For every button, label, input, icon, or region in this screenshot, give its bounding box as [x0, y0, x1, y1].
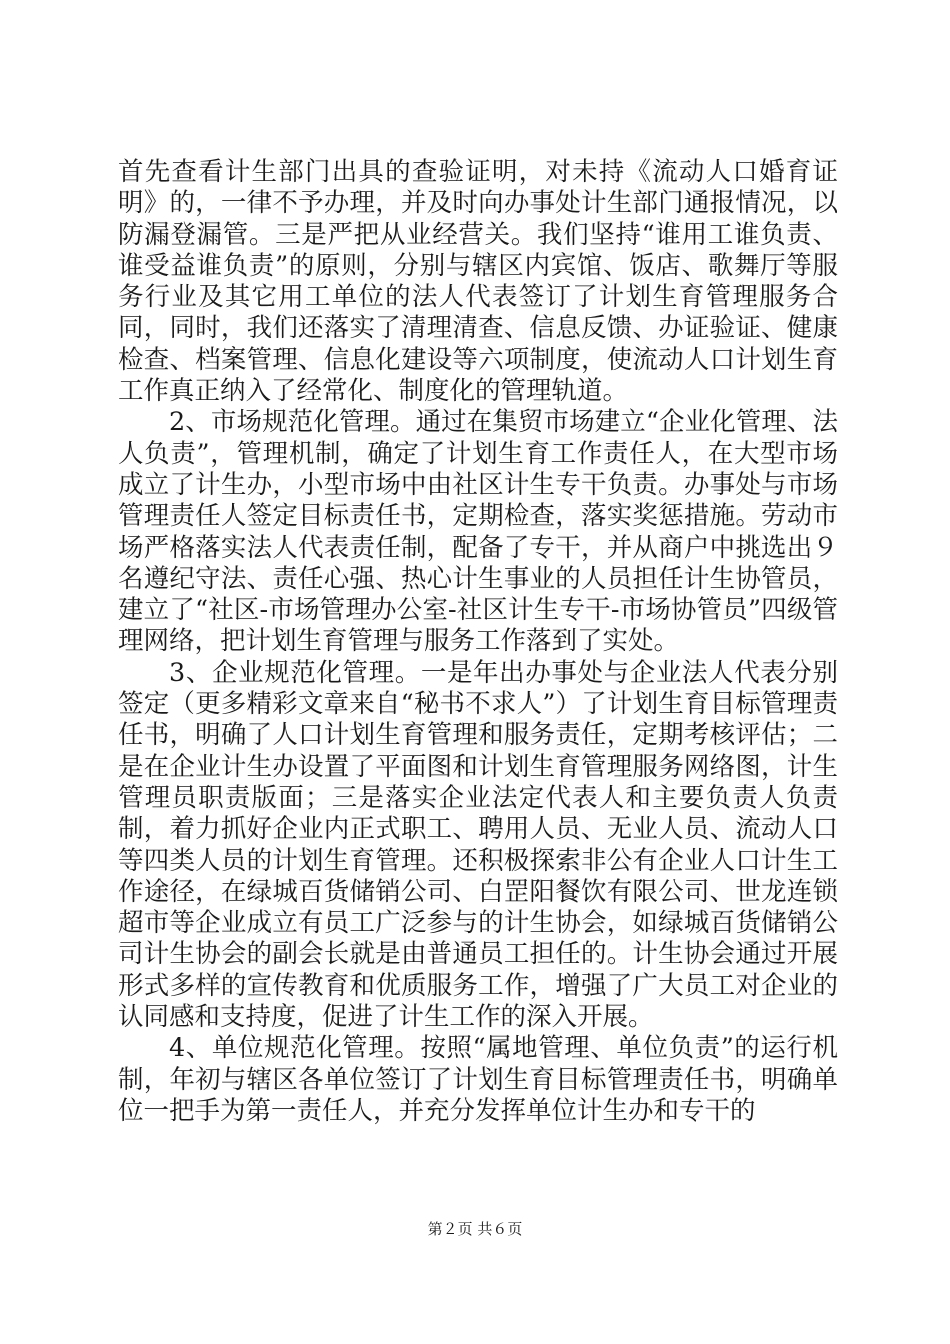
paragraph-continued: 首先查看计生部门出具的查验证明，对未持《流动人口婚育证明》的，一律不予办理，并及时向办事处计生部门通报情况，以防漏登漏管。三是严把从业经营关。我们坚持“谁用工谁负责、谁受益谁负责”的原则，分别与辖区内宾馆、饭店、歌舞厅等服务行业及其它用工单位的法人代表签订了计划生育管理服务合同，同时，我们还落实了清理清查、信息反馈、办证验证、健康检查、档案管理、信息化建设等六项制度，使流动人口计划生育工作真正纳入了经常化、制度化的管理轨道。	[118, 157, 838, 407]
paragraph-market-management: 2、市场规范化管理。通过在集贸市场建立“企业化管理、法人负责”，管理机制，确定了计划生育工作责任人，在大型市场成立了计生办，小型市场中由社区计生专干负责。办事处与市场管理责任人签定目标责任书，定期检查，落实奖惩措施。劳动市场严格落实法人代表责任制，配备了专干，并从商户中挑选出９名遵纪守法、责任心强、热心计生事业的人员担任计生协管员，建立了“社区-市场管理办公室-社区计生专干-市场协管员”四级管理网络，把计划生育管理与服务工作落到了实处。	[118, 407, 838, 657]
document-body	[118, 157, 838, 1127]
paragraph-unit-management: 4、单位规范化管理。按照“属地管理、单位负责”的运行机制，年初与辖区各单位签订了计划生育目标管理责任书，明确单位一把手为第一责任人，并充分发挥单位计生办和专干的	[118, 1033, 838, 1126]
page-footer: 第２页 共６页	[427, 1220, 523, 1238]
paragraph-enterprise-management: 3、企业规范化管理。一是年出办事处与企业法人代表分别签定（更多精彩文章来自“秘书不求人”）了计划生育目标管理责任书，明确了人口计划生育管理和服务责任，定期考核评估；二是在企业计生办设置了平面图和计划生育管理服务网络图，计生管理员职责版面；三是落实企业法定代表人和主要负责人负责制，着力抓好企业内正式职工、聘用人员、无业人员、流动人口等四类人员的计划生育管理。还积极探索非公有企业人口计生工作途径，在绿城百货储销公司、白罡阳餐饮有限公司、世龙连锁超市等企业成立有员工广泛参与的计生协会，如绿城百货储销公司计生协会的副会长就是由普通员工担任的。计生协会通过开展形式多样的宣传教育和优质服务工作，增强了广大员工对企业的认同感和支持度，促进了计生工作的深入开展。	[118, 657, 838, 1033]
